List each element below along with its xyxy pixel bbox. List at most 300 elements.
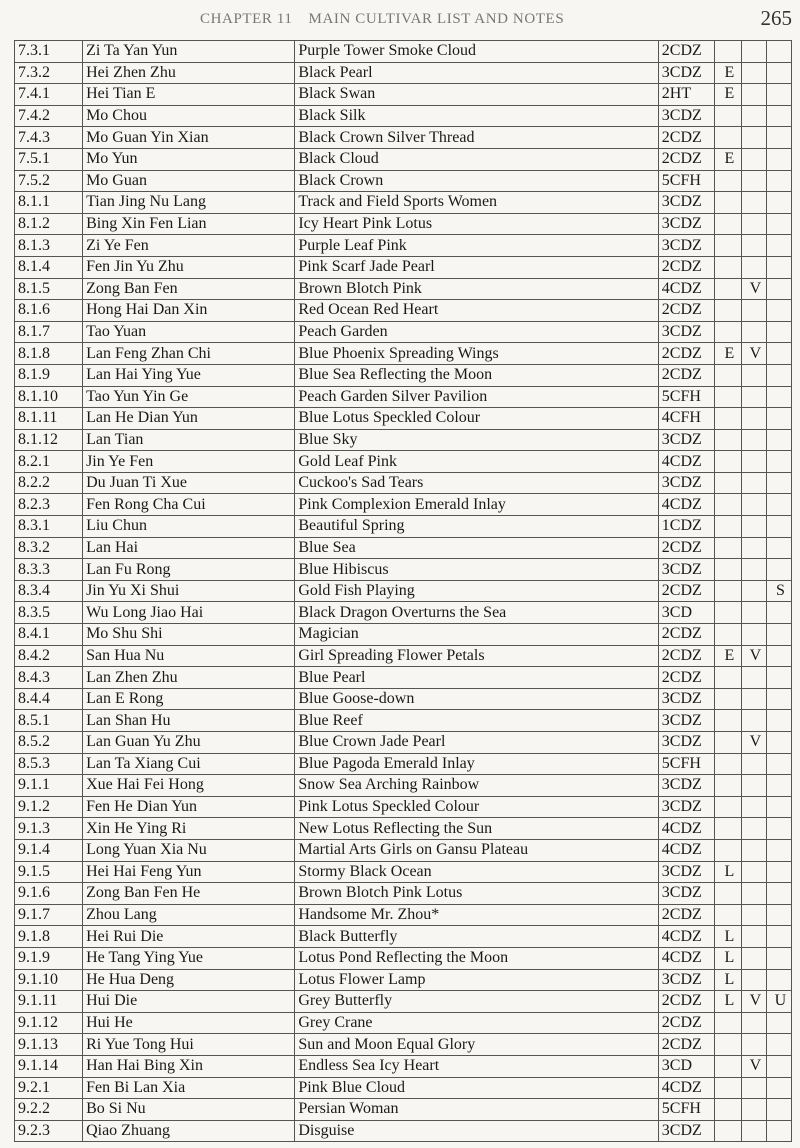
cultivar-class: 3CDZ <box>658 710 714 732</box>
table-row <box>15 170 792 192</box>
cultivar-class: 2CDZ <box>658 645 714 667</box>
flag-col-3 <box>766 537 791 559</box>
flag-col-2 <box>741 926 766 948</box>
cultivar-class: 2HT <box>658 84 714 106</box>
table-row <box>15 451 792 473</box>
flag-col-1: L <box>714 861 741 883</box>
cultivar-table <box>14 40 792 1142</box>
cultivar-class: 3CDZ <box>658 883 714 905</box>
flag-col-1 <box>714 710 741 732</box>
cultivar-pinyin-name: Wu Long Jiao Hai <box>83 602 295 624</box>
flag-col-1 <box>714 796 741 818</box>
table-row <box>15 1012 792 1034</box>
flag-col-1 <box>714 386 741 408</box>
table-row <box>15 991 792 1013</box>
cultivar-pinyin-name: He Hua Deng <box>83 969 295 991</box>
cultivar-pinyin-name: Lan Hai <box>83 537 295 559</box>
cultivar-code: 8.4.4 <box>15 688 83 710</box>
cultivar-code: 7.5.1 <box>15 148 83 170</box>
cultivar-code: 8.4.3 <box>15 667 83 689</box>
cultivar-code: 9.2.2 <box>15 1099 83 1121</box>
flag-col-3 <box>766 602 791 624</box>
cultivar-english-name: Endless Sea Icy Heart <box>295 1055 658 1077</box>
flag-col-2: V <box>741 732 766 754</box>
cultivar-pinyin-name: Xin He Ying Ri <box>83 818 295 840</box>
cultivar-english-name: Stormy Black Ocean <box>295 861 658 883</box>
flag-col-2: V <box>741 645 766 667</box>
cultivar-class: 2CDZ <box>658 667 714 689</box>
flag-col-1: L <box>714 991 741 1013</box>
cultivar-code: 8.1.4 <box>15 256 83 278</box>
table-row <box>15 321 792 343</box>
flag-col-3 <box>766 105 791 127</box>
flag-col-3 <box>766 1077 791 1099</box>
cultivar-english-name: Lotus Pond Reflecting the Moon <box>295 947 658 969</box>
flag-col-1 <box>714 667 741 689</box>
cultivar-class: 2CDZ <box>658 904 714 926</box>
flag-col-1 <box>714 429 741 451</box>
cultivar-pinyin-name: Fen Rong Cha Cui <box>83 494 295 516</box>
cultivar-code: 8.3.5 <box>15 602 83 624</box>
cultivar-pinyin-name: San Hua Nu <box>83 645 295 667</box>
flag-col-1 <box>714 127 741 149</box>
cultivar-class: 5CFH <box>658 170 714 192</box>
flag-col-2 <box>741 1012 766 1034</box>
cultivar-class: 3CDZ <box>658 969 714 991</box>
flag-col-2 <box>741 192 766 214</box>
cultivar-class: 3CDZ <box>658 688 714 710</box>
cultivar-code: 9.1.1 <box>15 775 83 797</box>
cultivar-english-name: Pink Lotus Speckled Colour <box>295 796 658 818</box>
flag-col-2 <box>741 256 766 278</box>
flag-col-1 <box>714 213 741 235</box>
flag-col-3 <box>766 710 791 732</box>
cultivar-pinyin-name: Fen Bi Lan Xia <box>83 1077 295 1099</box>
table-row <box>15 256 792 278</box>
flag-col-1 <box>714 300 741 322</box>
table-row <box>15 429 792 451</box>
flag-col-1 <box>714 1077 741 1099</box>
cultivar-pinyin-name: Mo Shu Shi <box>83 624 295 646</box>
cultivar-class: 5CFH <box>658 753 714 775</box>
flag-col-1 <box>714 818 741 840</box>
cultivar-class: 3CDZ <box>658 472 714 494</box>
flag-col-1: L <box>714 947 741 969</box>
cultivar-class: 5CFH <box>658 386 714 408</box>
cultivar-english-name: Icy Heart Pink Lotus <box>295 213 658 235</box>
cultivar-english-name: Blue Pearl <box>295 667 658 689</box>
cultivar-code: 8.5.1 <box>15 710 83 732</box>
cultivar-english-name: Blue Hibiscus <box>295 559 658 581</box>
flag-col-1 <box>714 1034 741 1056</box>
flag-col-3 <box>766 624 791 646</box>
cultivar-class: 3CDZ <box>658 62 714 84</box>
flag-col-3 <box>766 494 791 516</box>
table-row <box>15 84 792 106</box>
flag-col-3 <box>766 1034 791 1056</box>
cultivar-pinyin-name: Jin Yu Xi Shui <box>83 580 295 602</box>
cultivar-pinyin-name: Bo Si Nu <box>83 1099 295 1121</box>
cultivar-pinyin-name: Han Hai Bing Xin <box>83 1055 295 1077</box>
cultivar-code: 8.1.8 <box>15 343 83 365</box>
cultivar-english-name: Sun and Moon Equal Glory <box>295 1034 658 1056</box>
flag-col-1 <box>714 192 741 214</box>
cultivar-class: 2CDZ <box>658 300 714 322</box>
cultivar-code: 8.2.2 <box>15 472 83 494</box>
cultivar-code: 8.2.3 <box>15 494 83 516</box>
cultivar-english-name: Lotus Flower Lamp <box>295 969 658 991</box>
cultivar-code: 9.2.3 <box>15 1120 83 1142</box>
flag-col-2 <box>741 580 766 602</box>
flag-col-1: E <box>714 84 741 106</box>
flag-col-3 <box>766 408 791 430</box>
flag-col-2 <box>741 62 766 84</box>
cultivar-pinyin-name: Bing Xin Fen Lian <box>83 213 295 235</box>
cultivar-english-name: Snow Sea Arching Rainbow <box>295 775 658 797</box>
cultivar-pinyin-name: Lan Fu Rong <box>83 559 295 581</box>
flag-col-2 <box>741 127 766 149</box>
flag-col-3 <box>766 429 791 451</box>
flag-col-1 <box>714 559 741 581</box>
cultivar-english-name: Brown Blotch Pink <box>295 278 658 300</box>
flag-col-2 <box>741 364 766 386</box>
cultivar-code: 9.1.2 <box>15 796 83 818</box>
cultivar-table-body <box>15 41 792 1142</box>
flag-col-3 <box>766 883 791 905</box>
cultivar-english-name: Disguise <box>295 1120 658 1142</box>
flag-col-2 <box>741 602 766 624</box>
cultivar-code: 8.5.3 <box>15 753 83 775</box>
cultivar-pinyin-name: Lan Tian <box>83 429 295 451</box>
flag-col-2 <box>741 170 766 192</box>
flag-col-1 <box>714 537 741 559</box>
flag-col-1: E <box>714 148 741 170</box>
cultivar-pinyin-name: He Tang Ying Yue <box>83 947 295 969</box>
cultivar-pinyin-name: Tian Jing Nu Lang <box>83 192 295 214</box>
cultivar-class: 2CDZ <box>658 127 714 149</box>
cultivar-pinyin-name: Lan E Rong <box>83 688 295 710</box>
cultivar-english-name: Pink Complexion Emerald Inlay <box>295 494 658 516</box>
flag-col-2 <box>741 688 766 710</box>
chapter-label: CHAPTER 11 <box>200 11 293 27</box>
flag-col-3 <box>766 926 791 948</box>
cultivar-class: 3CDZ <box>658 429 714 451</box>
table-row <box>15 624 792 646</box>
flag-col-2 <box>741 148 766 170</box>
flag-col-2 <box>741 408 766 430</box>
cultivar-english-name: Blue Sea <box>295 537 658 559</box>
flag-col-3 <box>766 1099 791 1121</box>
flag-col-3 <box>766 861 791 883</box>
cultivar-class: 3CDZ <box>658 775 714 797</box>
cultivar-pinyin-name: Hei Hai Feng Yun <box>83 861 295 883</box>
flag-col-2: V <box>741 278 766 300</box>
cultivar-pinyin-name: Mo Chou <box>83 105 295 127</box>
flag-col-3 <box>766 969 791 991</box>
flag-col-2 <box>741 883 766 905</box>
table-row <box>15 645 792 667</box>
flag-col-3 <box>766 796 791 818</box>
cultivar-class: 3CDZ <box>658 235 714 257</box>
flag-col-2: V <box>741 343 766 365</box>
flag-col-3 <box>766 127 791 149</box>
cultivar-code: 9.2.1 <box>15 1077 83 1099</box>
cultivar-class: 2CDZ <box>658 537 714 559</box>
cultivar-pinyin-name: Mo Guan Yin Xian <box>83 127 295 149</box>
cultivar-english-name: Martial Arts Girls on Gansu Plateau <box>295 839 658 861</box>
cultivar-pinyin-name: Fen He Dian Yun <box>83 796 295 818</box>
flag-col-2 <box>741 451 766 473</box>
cultivar-pinyin-name: Zong Ban Fen He <box>83 883 295 905</box>
cultivar-class: 3CD <box>658 1055 714 1077</box>
cultivar-code: 9.1.9 <box>15 947 83 969</box>
table-row <box>15 947 792 969</box>
table-row <box>15 839 792 861</box>
flag-col-1: E <box>714 343 741 365</box>
cultivar-class: 3CDZ <box>658 732 714 754</box>
flag-col-2 <box>741 516 766 538</box>
table-row <box>15 127 792 149</box>
cultivar-code: 9.1.13 <box>15 1034 83 1056</box>
cultivar-code: 9.1.10 <box>15 969 83 991</box>
cultivar-english-name: Persian Woman <box>295 1099 658 1121</box>
table-row <box>15 278 792 300</box>
cultivar-pinyin-name: Liu Chun <box>83 516 295 538</box>
flag-col-1: L <box>714 969 741 991</box>
flag-col-3 <box>766 904 791 926</box>
flag-col-3 <box>766 516 791 538</box>
cultivar-class: 2CDZ <box>658 1012 714 1034</box>
flag-col-2 <box>741 41 766 63</box>
table-row <box>15 41 792 63</box>
cultivar-english-name: Blue Sea Reflecting the Moon <box>295 364 658 386</box>
cultivar-english-name: Blue Lotus Speckled Colour <box>295 408 658 430</box>
flag-col-1 <box>714 753 741 775</box>
flag-col-1 <box>714 364 741 386</box>
flag-col-3 <box>766 256 791 278</box>
cultivar-code: 8.4.1 <box>15 624 83 646</box>
cultivar-class: 3CDZ <box>658 321 714 343</box>
flag-col-3 <box>766 213 791 235</box>
table-row <box>15 386 792 408</box>
flag-col-1 <box>714 732 741 754</box>
flag-col-2 <box>741 667 766 689</box>
table-row <box>15 408 792 430</box>
cultivar-class: 3CDZ <box>658 861 714 883</box>
cultivar-english-name: New Lotus Reflecting the Sun <box>295 818 658 840</box>
cultivar-class: 4CDZ <box>658 926 714 948</box>
cultivar-pinyin-name: Mo Yun <box>83 148 295 170</box>
flag-col-2 <box>741 710 766 732</box>
cultivar-code: 9.1.4 <box>15 839 83 861</box>
cultivar-english-name: Blue Reef <box>295 710 658 732</box>
cultivar-code: 8.3.2 <box>15 537 83 559</box>
cultivar-pinyin-name: Hei Rui Die <box>83 926 295 948</box>
flag-col-3 <box>766 278 791 300</box>
flag-col-1 <box>714 472 741 494</box>
flag-col-3 <box>766 818 791 840</box>
flag-col-3 <box>766 1120 791 1142</box>
cultivar-pinyin-name: Lan Guan Yu Zhu <box>83 732 295 754</box>
flag-col-3 <box>766 62 791 84</box>
flag-col-3 <box>766 839 791 861</box>
flag-col-3: S <box>766 580 791 602</box>
cultivar-english-name: Blue Phoenix Spreading Wings <box>295 343 658 365</box>
cultivar-code: 8.3.3 <box>15 559 83 581</box>
flag-col-2 <box>741 796 766 818</box>
flag-col-1 <box>714 1055 741 1077</box>
flag-col-1 <box>714 170 741 192</box>
cultivar-class: 3CDZ <box>658 213 714 235</box>
cultivar-pinyin-name: Du Juan Ti Xue <box>83 472 295 494</box>
table-row <box>15 775 792 797</box>
cultivar-class: 4CDZ <box>658 451 714 473</box>
cultivar-code: 7.4.1 <box>15 84 83 106</box>
cultivar-english-name: Gold Fish Playing <box>295 580 658 602</box>
flag-col-3 <box>766 472 791 494</box>
flag-col-1 <box>714 494 741 516</box>
cultivar-english-name: Black Dragon Overturns the Sea <box>295 602 658 624</box>
flag-col-1 <box>714 278 741 300</box>
cultivar-code: 7.3.2 <box>15 62 83 84</box>
flag-col-2: V <box>741 991 766 1013</box>
flag-col-1: L <box>714 926 741 948</box>
cultivar-pinyin-name: Long Yuan Xia Nu <box>83 839 295 861</box>
cultivar-pinyin-name: Hong Hai Dan Xin <box>83 300 295 322</box>
flag-col-1 <box>714 516 741 538</box>
table-row <box>15 667 792 689</box>
table-row <box>15 300 792 322</box>
cultivar-code: 9.1.14 <box>15 1055 83 1077</box>
cultivar-code: 7.4.3 <box>15 127 83 149</box>
cultivar-code: 8.1.9 <box>15 364 83 386</box>
flag-col-2 <box>741 947 766 969</box>
cultivar-class: 4CDZ <box>658 1077 714 1099</box>
flag-col-1 <box>714 904 741 926</box>
table-row <box>15 148 792 170</box>
flag-col-2 <box>741 386 766 408</box>
flag-col-3 <box>766 451 791 473</box>
flag-col-2 <box>741 624 766 646</box>
flag-col-3 <box>766 1055 791 1077</box>
table-row <box>15 926 792 948</box>
cultivar-class: 3CDZ <box>658 192 714 214</box>
table-row <box>15 472 792 494</box>
flag-col-1 <box>714 235 741 257</box>
table-row <box>15 710 792 732</box>
table-row <box>15 343 792 365</box>
flag-col-2 <box>741 818 766 840</box>
table-row <box>15 364 792 386</box>
cultivar-class: 2CDZ <box>658 148 714 170</box>
flag-col-1 <box>714 408 741 430</box>
cultivar-class: 4CDZ <box>658 818 714 840</box>
cultivar-pinyin-name: Lan Feng Zhan Chi <box>83 343 295 365</box>
cultivar-english-name: Blue Goose-down <box>295 688 658 710</box>
cultivar-code: 8.1.6 <box>15 300 83 322</box>
cultivar-english-name: Peach Garden <box>295 321 658 343</box>
flag-col-1 <box>714 839 741 861</box>
flag-col-3 <box>766 732 791 754</box>
flag-col-2 <box>741 429 766 451</box>
flag-col-3: U <box>766 991 791 1013</box>
cultivar-english-name: Red Ocean Red Heart <box>295 300 658 322</box>
table-row <box>15 516 792 538</box>
table-row <box>15 1099 792 1121</box>
flag-col-2 <box>741 84 766 106</box>
flag-col-3 <box>766 41 791 63</box>
cultivar-class: 2CDZ <box>658 343 714 365</box>
cultivar-code: 7.4.2 <box>15 105 83 127</box>
cultivar-code: 9.1.5 <box>15 861 83 883</box>
cultivar-code: 8.3.4 <box>15 580 83 602</box>
page-header <box>0 0 800 38</box>
cultivar-english-name: Purple Leaf Pink <box>295 235 658 257</box>
cultivar-code: 7.3.1 <box>15 41 83 63</box>
flag-col-3 <box>766 84 791 106</box>
flag-col-2 <box>741 839 766 861</box>
chapter-title: MAIN CULTIVAR LIST AND NOTES <box>308 11 565 27</box>
cultivar-english-name: Black Crown Silver Thread <box>295 127 658 149</box>
flag-col-3 <box>766 321 791 343</box>
cultivar-class: 2CDZ <box>658 991 714 1013</box>
cultivar-class: 4CDZ <box>658 839 714 861</box>
cultivar-class: 4CDZ <box>658 494 714 516</box>
flag-col-3 <box>766 947 791 969</box>
table-row <box>15 1120 792 1142</box>
table-row <box>15 559 792 581</box>
cultivar-pinyin-name: Fen Jin Yu Zhu <box>83 256 295 278</box>
cultivar-english-name: Beautiful Spring <box>295 516 658 538</box>
cultivar-class: 4CDZ <box>658 278 714 300</box>
cultivar-class: 3CDZ <box>658 559 714 581</box>
table-row <box>15 235 792 257</box>
flag-col-2 <box>741 904 766 926</box>
cultivar-english-name: Black Pearl <box>295 62 658 84</box>
running-header <box>200 11 564 28</box>
table-row <box>15 753 792 775</box>
flag-col-1 <box>714 883 741 905</box>
table-row <box>15 732 792 754</box>
cultivar-code: 9.1.8 <box>15 926 83 948</box>
flag-col-2 <box>741 494 766 516</box>
cultivar-english-name: Brown Blotch Pink Lotus <box>295 883 658 905</box>
flag-col-2 <box>741 300 766 322</box>
cultivar-pinyin-name: Hei Zhen Zhu <box>83 62 295 84</box>
cultivar-english-name: Blue Pagoda Emerald Inlay <box>295 753 658 775</box>
flag-col-2 <box>741 321 766 343</box>
cultivar-pinyin-name: Hei Tian E <box>83 84 295 106</box>
flag-col-3 <box>766 559 791 581</box>
cultivar-code: 8.1.7 <box>15 321 83 343</box>
table-row <box>15 192 792 214</box>
flag-col-3 <box>766 386 791 408</box>
flag-col-1 <box>714 1099 741 1121</box>
flag-col-2 <box>741 775 766 797</box>
cultivar-english-name: Blue Sky <box>295 429 658 451</box>
cultivar-class: 3CD <box>658 602 714 624</box>
flag-col-3 <box>766 148 791 170</box>
table-row <box>15 904 792 926</box>
cultivar-pinyin-name: Hui He <box>83 1012 295 1034</box>
cultivar-english-name: Magician <box>295 624 658 646</box>
table-row <box>15 1055 792 1077</box>
table-row <box>15 796 792 818</box>
cultivar-pinyin-name: Lan Hai Ying Yue <box>83 364 295 386</box>
flag-col-2 <box>741 1077 766 1099</box>
flag-col-2 <box>741 235 766 257</box>
flag-col-1 <box>714 624 741 646</box>
